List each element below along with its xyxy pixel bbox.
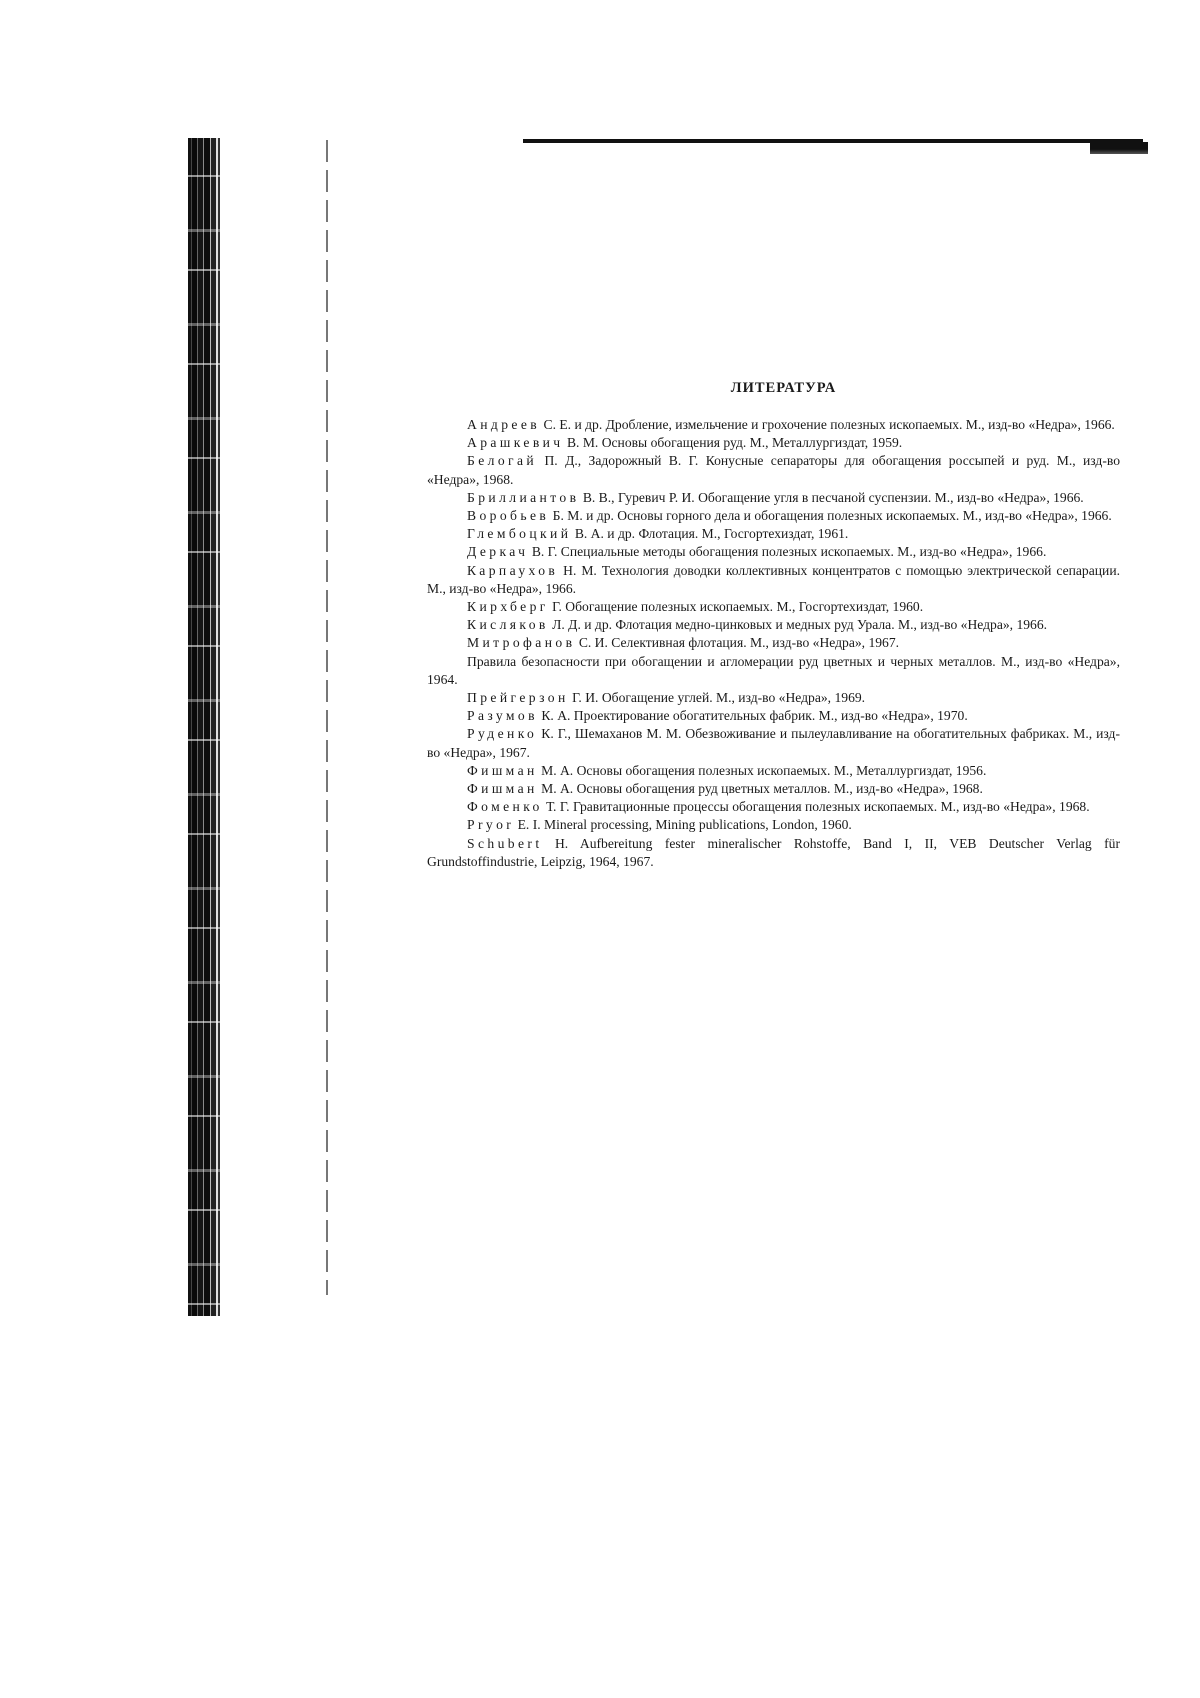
reference-author: Деркач: [467, 544, 529, 560]
reference-entry: [427, 525, 1120, 543]
reference-entry: [427, 816, 1120, 834]
reference-entry: [427, 835, 1120, 871]
reference-text: Б. М. и др. Основы горного дела и обогащения полезных ископаемых. М., изд-во «Недра», 1966.: [552, 508, 1112, 524]
reference-author: Белогай: [467, 453, 538, 469]
reference-text: Л. Д. и др. Флотация медно-цинковых и медных руд Урала. М., изд-во «Недра», 1966.: [552, 617, 1048, 633]
reference-entry: [427, 543, 1120, 561]
reference-author: Pryor: [467, 817, 515, 833]
reference-text: В. Г. Специальные методы обогащения полезных ископаемых. М., изд-во «Недра», 1966.: [531, 544, 1047, 560]
reference-entry: [427, 653, 1120, 689]
reference-list: [427, 416, 1120, 871]
reference-entry: [427, 434, 1120, 452]
reference-entry: [427, 416, 1120, 434]
reference-text: Н. М. Технология доводки коллективных концентратов с помощью электрической сепарации. М., изд-во «Недра», 1966.: [427, 562, 1120, 596]
reference-text: E. I. Mineral processing, Mining publications, London, 1960.: [517, 817, 852, 833]
reference-text: П. Д., Задорожный В. Г. Конусные сепараторы для обогащения россыпей и руд. М., изд-во «Недра», 1968.: [427, 453, 1120, 487]
reference-author: Митрофанов: [467, 635, 576, 651]
reference-author: Фоменко: [467, 799, 543, 815]
reference-text: С. Е. и др. Дробление, измельчение и грохочение полезных ископаемых. М., изд-во «Недра», 1966.: [543, 417, 1115, 432]
reference-text: М. А. Основы обогащения полезных ископаемых. М., Металлургиздат, 1956.: [541, 762, 987, 778]
reference-author: Бриллиантов: [467, 489, 580, 505]
reference-author: Кирхберг: [467, 599, 549, 615]
reference-text: В. М. Основы обогащения руд. М., Металлургиздат, 1959.: [566, 435, 903, 451]
reference-text: Т. Г. Гравитационные процессы обогащения полезных ископаемых. М., изд-во «Недра», 1968.: [546, 799, 1090, 815]
reference-author: Кисляков: [467, 617, 549, 633]
reference-text: В. В., Гуревич Р. И. Обогащение угля в песчаной суспензии. М., изд-во «Недра», 1966.: [582, 489, 1084, 505]
reference-entry: [427, 780, 1120, 798]
reference-author: Разумов: [467, 708, 538, 724]
reference-author: Андреев: [467, 417, 541, 432]
reference-entry: [427, 725, 1120, 761]
top-rule: [523, 139, 1143, 143]
reference-text: К. Г., Шемаханов М. М. Обезвоживание и пылеулавливание на обогатительных фабриках. М., изд-во «Недра», 1967.: [427, 726, 1120, 760]
top-rule-end: [1090, 142, 1148, 154]
binding-streaks: [188, 138, 224, 1316]
reference-author: Фишман: [467, 762, 538, 778]
reference-entry: [427, 489, 1120, 507]
reference-author: Глембоцкий: [467, 526, 572, 542]
reference-author: Прейгерзон: [467, 690, 569, 706]
page-title: ЛИТЕРАТУРА: [730, 380, 837, 396]
reference-author: Воробьев: [467, 508, 550, 524]
reference-author: Арашкевич: [467, 435, 564, 451]
reference-text: Г. И. Обогащение углей. М., изд-во «Недра», 1969.: [572, 690, 866, 706]
reference-text: К. А. Проектирование обогатительных фабрик. М., изд-во «Недра», 1970.: [541, 708, 968, 724]
reference-text: С. И. Селективная флотация. М., изд-во «Недра», 1967.: [578, 635, 900, 651]
reference-author: Фишман: [467, 781, 538, 797]
reference-text: H. Aufbereitung fester mineralischer Rohstoffe, Band I, II, VEB Deutscher Verlag für Grundstoffindustrie, Leipzig, 1964, 1967.: [427, 835, 1120, 869]
reference-entry: [427, 689, 1120, 707]
reference-entry: [427, 634, 1120, 652]
reference-entry: [427, 562, 1120, 598]
reference-author: Руденко: [467, 726, 538, 742]
reference-text: М. А. Основы обогащения руд цветных металлов. М., изд-во «Недра», 1968.: [541, 781, 983, 797]
reference-entry: [427, 616, 1120, 634]
reference-entry: [427, 798, 1120, 816]
reference-entry: [427, 707, 1120, 725]
bibliography-section: [427, 380, 1120, 871]
reference-author: Schubert: [467, 835, 543, 851]
reference-text: Правила безопасности при обогащении и агломерации руд цветных и черных металлов. М., изд-во «Недра», 1964.: [427, 653, 1120, 687]
gutter-line: [326, 140, 328, 1295]
reference-entry: [427, 762, 1120, 780]
reference-text: В. А. и др. Флотация. М., Госгортехиздат, 1961.: [574, 526, 849, 542]
reference-entry: [427, 598, 1120, 616]
reference-author: Карпаухов: [467, 562, 559, 578]
reference-entry: [427, 452, 1120, 488]
reference-text: Г. Обогащение полезных ископаемых. М., Госгортехиздат, 1960.: [552, 599, 924, 615]
reference-entry: [427, 507, 1120, 525]
